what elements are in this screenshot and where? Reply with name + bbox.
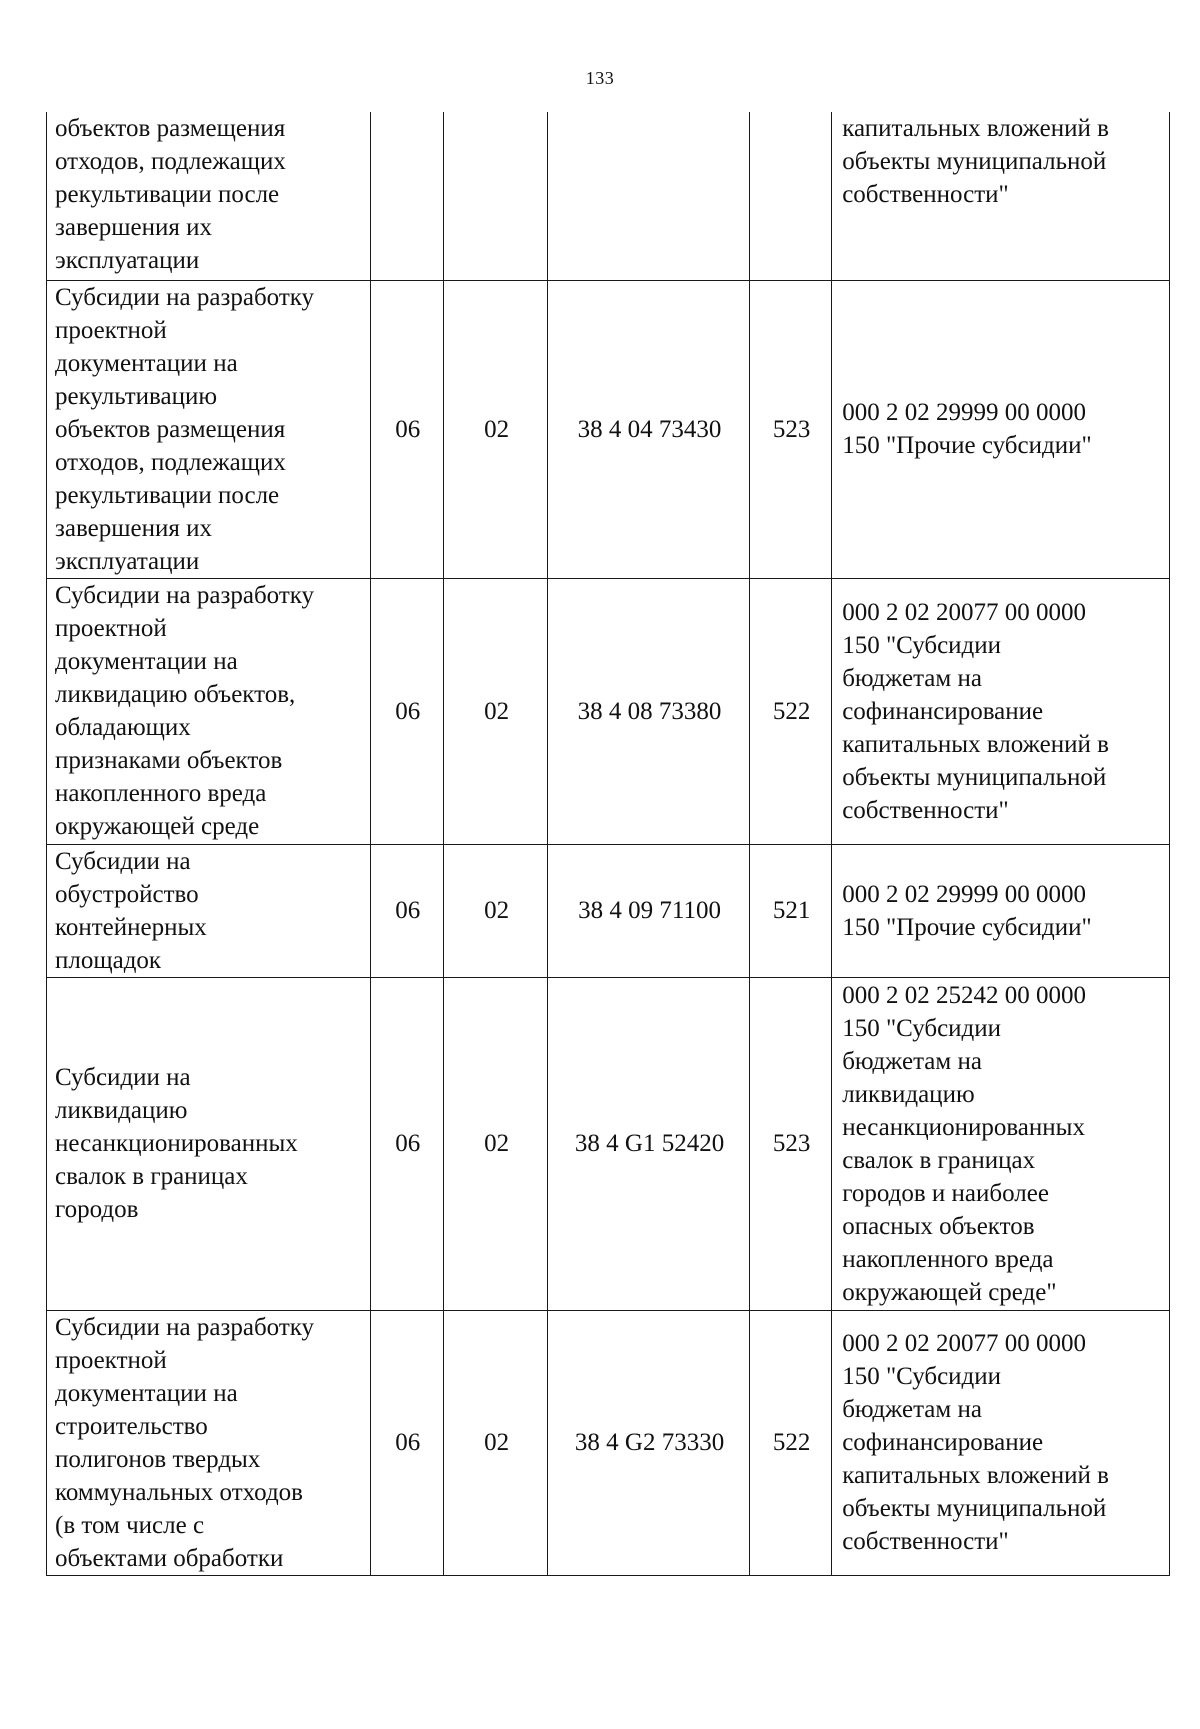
subsidy-name-text: Субсидии на разработку проектной документации на ликвидацию объектов, обладающих признаками объектов накопленного вреда окружающей среде xyxy=(55,582,315,840)
section-cell: 06 xyxy=(370,844,443,977)
subsidy-name-text: Субсидии на разработку проектной документации на рекультивацию объектов размещения отходов, подлежащих рекультивации после завершения их эксплуатации xyxy=(55,283,315,575)
section-cell: 06 xyxy=(370,578,443,844)
target-article-cell: 38 4 09 71100 xyxy=(548,844,750,977)
revenue-code-text: 000 2 02 29999 00 0000 150 "Прочие субсидии" xyxy=(842,880,1092,941)
revenue-code-text: 000 2 02 20077 00 0000 150 "Субсидии бюджетам на софинансирование капитальных вложений в объекты муниципальной собственности" xyxy=(842,1330,1109,1555)
revenue-code-text: 000 2 02 25242 00 0000 150 "Субсидии бюджетам на ликвидацию несанкционированных свалок в границах городов и наиболее опасных объектов накопленного вреда окружающей среде" xyxy=(842,981,1086,1306)
revenue-code-cell xyxy=(832,112,1170,280)
target-article-cell: 38 4 G2 73330 xyxy=(548,1310,750,1575)
target-article-cell xyxy=(548,112,750,280)
section-cell: 06 xyxy=(370,977,443,1310)
revenue-code-cell xyxy=(832,844,1170,977)
table-row xyxy=(47,1310,1170,1575)
expense-type-cell: 522 xyxy=(749,1310,831,1575)
subsection-cell: 02 xyxy=(443,844,547,977)
revenue-code-cell xyxy=(832,977,1170,1310)
subsidy-name-cell xyxy=(47,112,371,280)
revenue-code-cell xyxy=(832,280,1170,578)
section-cell: 06 xyxy=(370,280,443,578)
target-article-cell: 38 4 04 73430 xyxy=(548,280,750,578)
subsidy-name-cell xyxy=(47,578,371,844)
subsection-cell: 02 xyxy=(443,977,547,1310)
revenue-code-text: 000 2 02 29999 00 0000 150 "Прочие субсидии" xyxy=(842,399,1092,459)
expense-type-cell: 523 xyxy=(749,977,831,1310)
section-cell: 06 xyxy=(370,1310,443,1575)
subsection-cell xyxy=(443,112,547,280)
subsidy-name-cell xyxy=(47,1310,371,1575)
expense-type-cell: 522 xyxy=(749,578,831,844)
subsection-cell: 02 xyxy=(443,578,547,844)
subsidy-name-text: Субсидии на ликвидацию несанкционированных свалок в границах городов xyxy=(55,1064,298,1223)
revenue-code-text: капитальных вложений в объекты муниципальной собственности" xyxy=(842,115,1109,208)
subsidy-name-cell xyxy=(47,977,371,1310)
revenue-code-cell xyxy=(832,1310,1170,1575)
subsection-cell: 02 xyxy=(443,1310,547,1575)
expense-type-cell: 523 xyxy=(749,280,831,578)
table-row xyxy=(47,977,1170,1310)
page-number: 133 xyxy=(585,68,615,88)
table-row xyxy=(47,844,1170,977)
subsidy-name-text: объектов размещения отходов, подлежащих рекультивации после завершения их эксплуатации xyxy=(55,115,286,274)
subsidy-name-cell xyxy=(47,280,371,578)
subsidy-name-text: Субсидии на обустройство контейнерных площадок xyxy=(55,847,207,974)
subsidy-name-cell xyxy=(47,844,371,977)
table-row xyxy=(47,112,1170,280)
subsidy-name-text: Субсидии на разработку проектной документации на строительство полигонов твердых коммунальных отходов (в том числе с объектами обработки xyxy=(55,1313,315,1572)
table-row xyxy=(47,280,1170,578)
revenue-code-cell xyxy=(832,578,1170,844)
table-row xyxy=(47,578,1170,844)
revenue-code-text: 000 2 02 20077 00 0000 150 "Субсидии бюджетам на софинансирование капитальных вложений в объекты муниципальной собственности" xyxy=(842,598,1109,824)
section-cell xyxy=(370,112,443,280)
target-article-cell: 38 4 08 73380 xyxy=(548,578,750,844)
expense-type-cell: 521 xyxy=(749,844,831,977)
expense-type-cell xyxy=(749,112,831,280)
budget-table xyxy=(46,112,1170,1576)
subsection-cell: 02 xyxy=(443,280,547,578)
target-article-cell: 38 4 G1 52420 xyxy=(548,977,750,1310)
